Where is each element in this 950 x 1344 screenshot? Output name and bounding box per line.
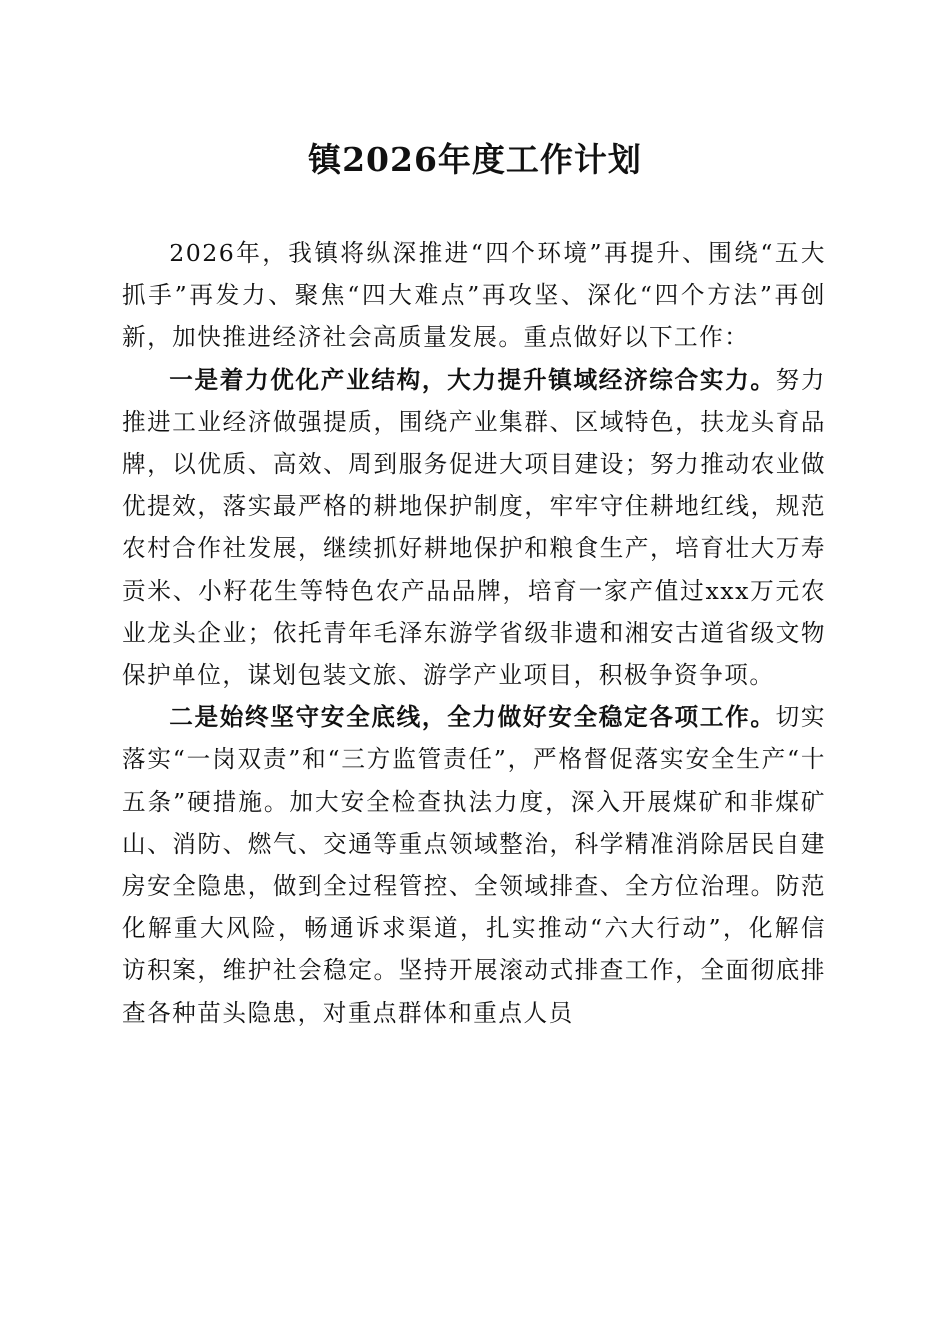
intro-paragraph: 2026年，我镇将纵深推进“四个环境”再提升、围绕“五大抓手”再发力、聚焦“四大难点”再攻坚、深化“四个方法”再创新，加快推进经济社会高质量发展。重点做好以下工作： xyxy=(122,239,826,352)
section-paragraph-2 xyxy=(122,696,826,1034)
section-text-1: 努力推进工业经济做强提质，围绕产业集群、区域特色，扶龙头育品牌，以优质、高效、周到服务促进大项目建设；努力推动农业做优提效，落实最严格的耕地保护制度，牢牢守住耕地红线，规范农村合作社发展，继续抓好耕地保护和粮食生产，培育壮大万寿贡米、小籽花生等特色农产品品牌，培育一家产值过xxx万元农业龙头企业；依托青年毛泽东游学省级非遗和湘安古道省级文物保护单位，谋划包装文旅、游学产业项目，积极争资争项。 xyxy=(122,365,827,690)
section-text-2: 切实落实“一岗双责”和“三方监管责任”，严格督促落实安全生产“十五条”硬措施。加大安全检查执法力度，深入开展煤矿和非煤矿山、消防、燃气、交通等重点领域整治，科学精准消除居民自建房安全隐患，做到全过程管控、全领域排查、全方位治理。防范化解重大风险，畅通诉求渠道，扎实推动“六大行动”，化解信访积案，维护社会稳定。坚持开展滚动式排查工作，全面彻底排查各种苗头隐患，对重点群体和重点人员 xyxy=(122,703,827,1027)
section-lead-2: 二是始终坚守安全底线，全力做好安全稳定各项工作。 xyxy=(169,703,776,732)
section-paragraph-1 xyxy=(122,359,826,697)
document-title: 镇2026年度工作计划 xyxy=(308,140,642,179)
document-body xyxy=(122,232,826,1034)
section-lead-1: 一是着力优化产业结构，大力提升镇域经济综合实力。 xyxy=(169,365,776,394)
